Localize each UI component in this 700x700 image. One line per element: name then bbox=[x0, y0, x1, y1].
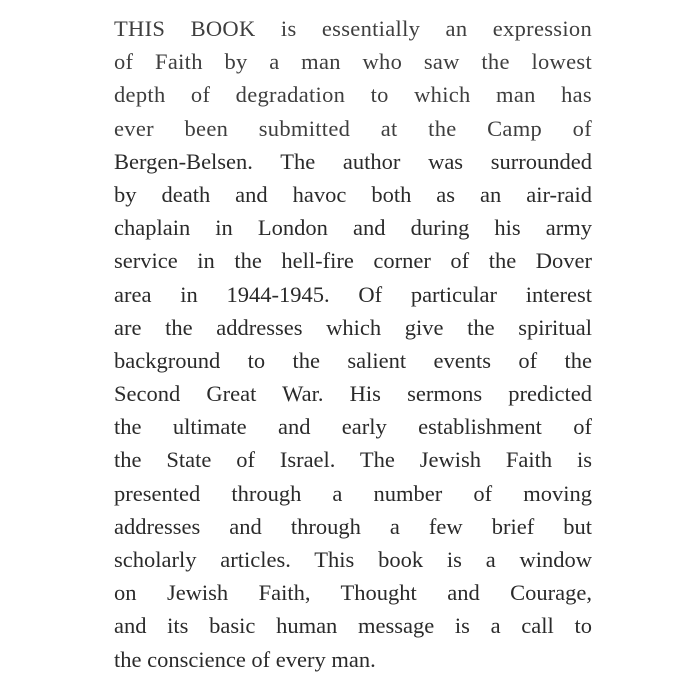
text-line-14: the State of Israel. The Jewish Faith is bbox=[114, 447, 592, 473]
text-line-13: the ultimate and early establishment of bbox=[114, 414, 592, 440]
text-line-9: area in 1944-1945. Of particular interest bbox=[114, 281, 592, 307]
text-line-3: depth of degradation to which man has bbox=[114, 82, 592, 108]
text-line-16: addresses and through a few brief but bbox=[114, 513, 592, 539]
text-line-11: background to the salient events of the bbox=[114, 347, 592, 373]
text-line-10: are the addresses which give the spiritual bbox=[114, 314, 592, 340]
book-description-paragraph bbox=[114, 12, 592, 676]
text-line-4: ever been submitted at the Camp of bbox=[114, 115, 592, 141]
text-line-7: chaplain in London and during his army bbox=[114, 215, 592, 241]
text-line-2: of Faith by a man who saw the lowest bbox=[114, 49, 592, 75]
text-line-12: Second Great War. His sermons predicted bbox=[114, 381, 592, 407]
text-line-6: by death and havoc both as an air-raid bbox=[114, 181, 592, 207]
text-line-18: on Jewish Faith, Thought and Courage, bbox=[114, 580, 592, 606]
text-line-20: the conscience of every man. bbox=[114, 646, 376, 672]
text-line-19: and its basic human message is a call to bbox=[114, 613, 592, 639]
text-line-17: scholarly articles. This book is a window bbox=[114, 547, 592, 572]
text-line-5: Bergen-Belsen. The author was surrounded bbox=[114, 148, 592, 174]
text-line-1: THIS BOOK is essentially an expression bbox=[114, 16, 592, 41]
text-line-8: service in the hell-fire corner of the Dover bbox=[114, 248, 592, 274]
text-line-15: presented through a number of moving bbox=[114, 480, 592, 506]
